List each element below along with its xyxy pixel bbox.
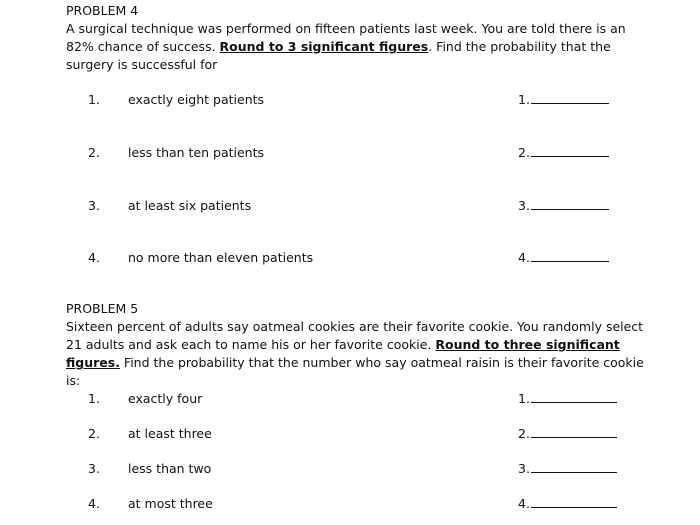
answer-label: 3. <box>518 198 530 213</box>
problem-4-text-part1: A surgical technique was performed on fifteen patients last week. You are told there is an 82% chance of success. <box>66 21 626 54</box>
answer-label: 4. <box>518 496 530 511</box>
problem-5-answer-blank[interactable] <box>518 426 617 441</box>
answer-line[interactable] <box>531 472 617 473</box>
answer-line[interactable] <box>531 437 617 438</box>
problem-5-text-part2: Find the probability that the number who say oatmeal raisin is their favorite cookie is: <box>66 355 644 388</box>
problem-5-item-number: 1. <box>88 391 100 406</box>
problem-5-item-text: less than two <box>128 461 212 476</box>
answer-line[interactable] <box>531 156 609 157</box>
problem-4-answer-blank[interactable] <box>518 198 609 213</box>
answer-line[interactable] <box>531 507 617 508</box>
problem-4-rounding-instruction: Round to 3 significant figures <box>219 39 429 54</box>
answer-label: 1. <box>518 391 530 406</box>
answer-label: 3. <box>518 461 530 476</box>
problem-5-title: PROBLEM 5 <box>66 301 139 316</box>
problem-4-answer-blank[interactable] <box>518 250 609 265</box>
answer-label: 2. <box>518 426 530 441</box>
problem-5-item-text: at most three <box>128 496 213 511</box>
problem-5-answer-blank[interactable] <box>518 496 617 511</box>
problem-4-answer-blank[interactable] <box>518 145 609 160</box>
answer-label: 4. <box>518 250 530 265</box>
problem-4-item-number: 4. <box>88 250 100 265</box>
problem-4-item-number: 2. <box>88 145 100 160</box>
problem-4-item-text: exactly eight patients <box>128 92 265 107</box>
problem-5-text-part1: Sixteen percent of adults say oatmeal cookies are their favorite cookie. You randomly select 21 adults and ask each to name his or her favorite cookie. <box>66 319 644 352</box>
problem-5-answer-blank[interactable] <box>518 391 617 406</box>
problem-4-item-text: at least six patients <box>128 198 252 213</box>
problem-4-title: PROBLEM 4 <box>66 3 139 18</box>
answer-line[interactable] <box>531 103 609 104</box>
problem-5-item-number: 4. <box>88 496 100 511</box>
answer-line[interactable] <box>531 209 609 210</box>
problem-5-answer-blank[interactable] <box>518 461 617 476</box>
problem-5-item-number: 2. <box>88 426 100 441</box>
problem-4-statement <box>66 20 646 74</box>
answer-line[interactable] <box>531 261 609 262</box>
problem-5-rounding-instruction: Round to three significant figures. <box>66 337 620 370</box>
problem-5-item-number: 3. <box>88 461 100 476</box>
problem-4-item-number: 3. <box>88 198 100 213</box>
answer-line[interactable] <box>531 402 617 403</box>
problem-4-item-text: no more than eleven patients <box>128 250 314 265</box>
problem-4-text-part2: . Find the probability that the surgery is successful for <box>66 39 611 72</box>
problem-5-item-text: at least three <box>128 426 212 441</box>
problem-4-item-number: 1. <box>88 92 100 107</box>
answer-label: 1. <box>518 92 530 107</box>
answer-label: 2. <box>518 145 530 160</box>
problem-4-answer-blank[interactable] <box>518 92 609 107</box>
problem-5-item-text: exactly four <box>128 391 203 406</box>
problem-5-statement <box>66 318 646 390</box>
problem-4-item-text: less than ten patients <box>128 145 265 160</box>
